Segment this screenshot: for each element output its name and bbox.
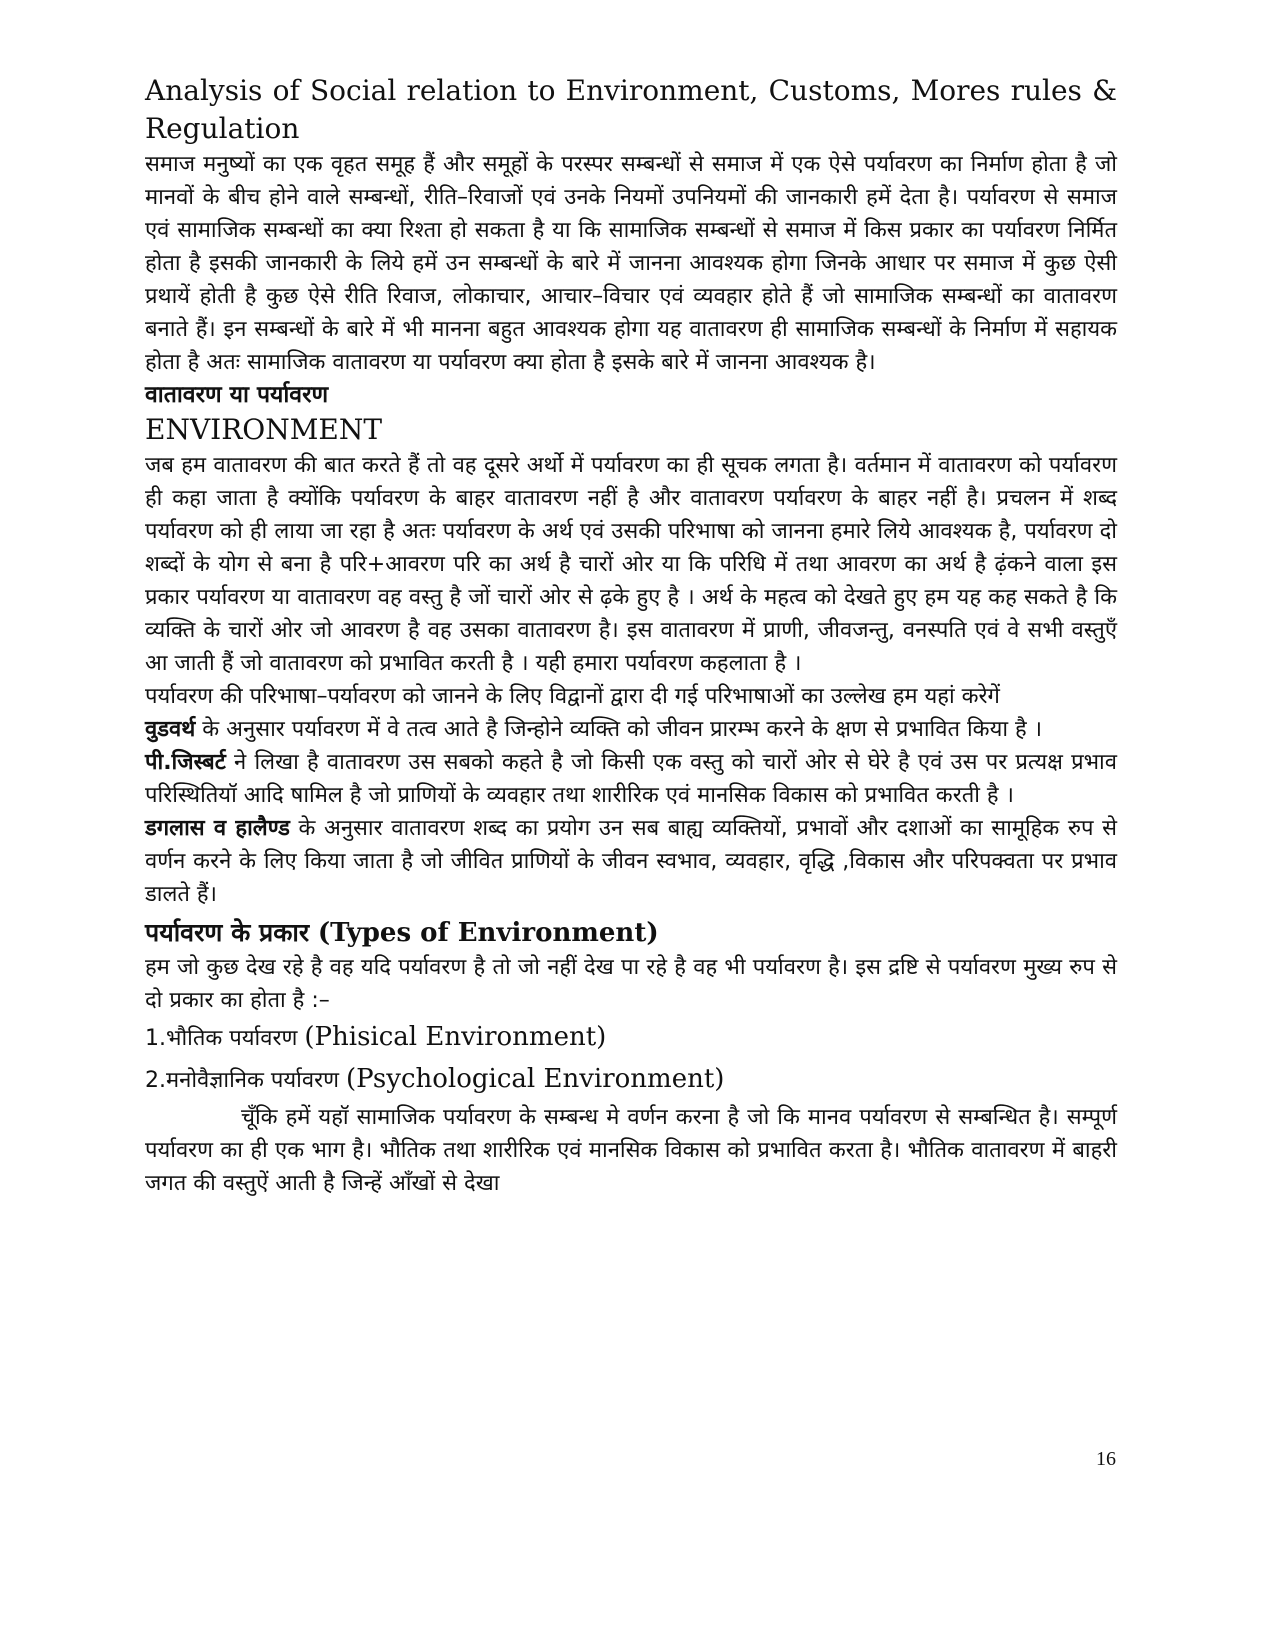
types-paragraph: हम जो कुछ देख रहे है वह यदि पर्यावरण है तो जो नहीं देख पा रहे है वह भी पर्यावरण है। इस द्रष्टि से पर्यावरण मुख्य रुप से दो प्रकार का होता है :– [145,955,1117,1013]
definition-author: वुडवर्थ [145,717,196,742]
list-item [145,1059,1117,1101]
list-item [145,1017,1117,1059]
closing-paragraph: चूँकि हमें यहॉ सामाजिक पर्यावरण के सम्बन्ध मे वर्णन करना है जो कि मानव पर्यावरण से सम्बन्धित है। सम्पूर्ण पर्यावरण का ही एक भाग है। भौतिक तथा शारीरिक एवं मानसिक विकास को प्रभावित करता है। भौतिक वातावरण में बाहरी जगत की वस्तुऐं आती है जिन्हें आँखों से देखा [145,1105,1117,1196]
document-title: Analysis of Social relation to Environment, Customs, Mores rules & Regulation [145,74,1117,145]
document-page [145,72,1117,1200]
section-heading-hindi: वातावरण या पर्यावरण [145,382,329,408]
page-number: 16 [1096,1448,1116,1470]
definition-douglas-holland [145,812,1117,911]
list-item-english: (Phisical Environment) [304,1022,607,1052]
definition-gisbert [145,746,1117,812]
section-heading-english: ENVIRONMENT [145,413,383,446]
types-heading-english: (Types of Environment) [317,918,659,948]
types-heading [145,915,1117,951]
list-item-english: (Psychological Environment) [345,1064,725,1094]
definition-text: के अनुसार पर्यावरण में वे तत्व आते है जिन्होने व्यक्ति को जीवन प्रारम्भ करने के क्षण से प्रभावित किया है । [195,717,1043,742]
definition-text: के अनुसार वातावरण शब्द का प्रयोग उन सब बाह्य व्यक्तियों, प्रभावों और दशाओं का सामूहिक रुप से वर्णन करने के लिए किया जाता है जो जीवित प्राणियों के जीवन स्वभाव, व्यवहार, वृद्धि ,विकास और परिपक्वता पर प्रभाव डालते हैं। [145,816,1117,907]
definition-woodworth [145,713,1117,746]
definition-text: ने लिखा है वातावरण उस सबको कहते है जो किसी एक वस्तु को चारों ओर से घेरे है एवं उस पर प्रत्यक्ष प्रभाव परिस्थितियॉ आदि षामिल है जो प्राणियों के व्यवहार तथा शारीरिक एवं मानसिक विकास को प्रभावित करती है । [145,750,1117,808]
types-heading-hindi: पर्यावरण के प्रकार [145,918,310,947]
intro-paragraph: समाज मनुष्यों का एक वृहत समूह हैं और समूहों के परस्पर सम्बन्धों से समाज में एक ऐसे पर्यावरण का निर्माण होता है जो मानवों के बीच होने वाले सम्बन्धों, रीति–रिवाजों एवं उनके नियमों उपनियमों की जानकारी हमें देता है। पर्यावरण से समाज एवं सामाजिक सम्बन्धों का क्या रिश्ता हो सकता है या कि सामाजिक सम्बन्धों से समाज में किस प्रकार का पर्यावरण निर्मित होता है इसकी जानकारी के लिये हमें उन सम्बन्धों के बारे में जानना आवश्यक होगा जिनके आधार पर समाज में कुछ ऐसी प्रथायें होती है कुछ ऐसे रीति रिवाज, लोकाचार, आचार–विचार एवं व्यवहार होते हैं जो सामाजिक सम्बन्धों का वातावरण बनाते हैं। इन सम्बन्धों के बारे में भी मानना बहुत आवश्यक होगा यह वातावरण ही सामाजिक सम्बन्धों के निर्माण में सहायक होता है अतः सामाजिक वातावरण या पर्यावरण क्या होता है इसके बारे में जानना आवश्यक है। [145,152,1117,375]
list-item-hindi: 2.मनोवैज्ञानिक पर्यावरण [145,1068,339,1093]
definition-author: डगलास व हालैण्ड [145,816,290,841]
definition-author: पी.जिस्बर्ट [145,750,226,775]
definition-intro: पर्यावरण की परिभाषा–पर्यावरण को जानने के लिए विद्वानों द्वारा दी गई परिभाषाओं का उल्लेख हम यहां करेगें [145,684,1000,709]
environment-paragraph: जब हम वातावरण की बात करते हैं तो वह दूसरे अर्थो में पर्यावरण का ही सूचक लगता है। वर्तमान में वातावरण को पर्यावरण ही कहा जाता है क्योंकि पर्यावरण के बाहर वातावरण नहीं है और वातावरण पर्यावरण के बाहर नहीं है। प्रचलन में शब्द पर्यावरण को ही लाया जा रहा है अतः पर्यावरण के अर्थ एवं उसकी परिभाषा को जानना हमारे लिये आवश्यक है, पर्यावरण दो शब्दों के योग से बना है परि+आवरण परि का अर्थ है चारों ओर या कि परिधि में तथा आवरण का अर्थ है ढ़ंकने वाला इस प्रकार पर्यावरण या वातावरण वह वस्तु है जों चारों ओर से ढ़के हुए है । अर्थ के महत्व को देखते हुए हम यह कह सकते है कि व्यक्ति के चारों ओर जो आवरण है वह उसका वातावरण है। इस वातावरण में प्राणी, जीवजन्तु, वनस्पति एवं वे सभी वस्तुएँ आ जाती हैं जो वातावरण को प्रभावित करती है । यही हमारा पर्यावरण कहलाता है । [145,453,1117,676]
list-item-hindi: 1.भौतिक पर्यावरण [145,1026,298,1051]
